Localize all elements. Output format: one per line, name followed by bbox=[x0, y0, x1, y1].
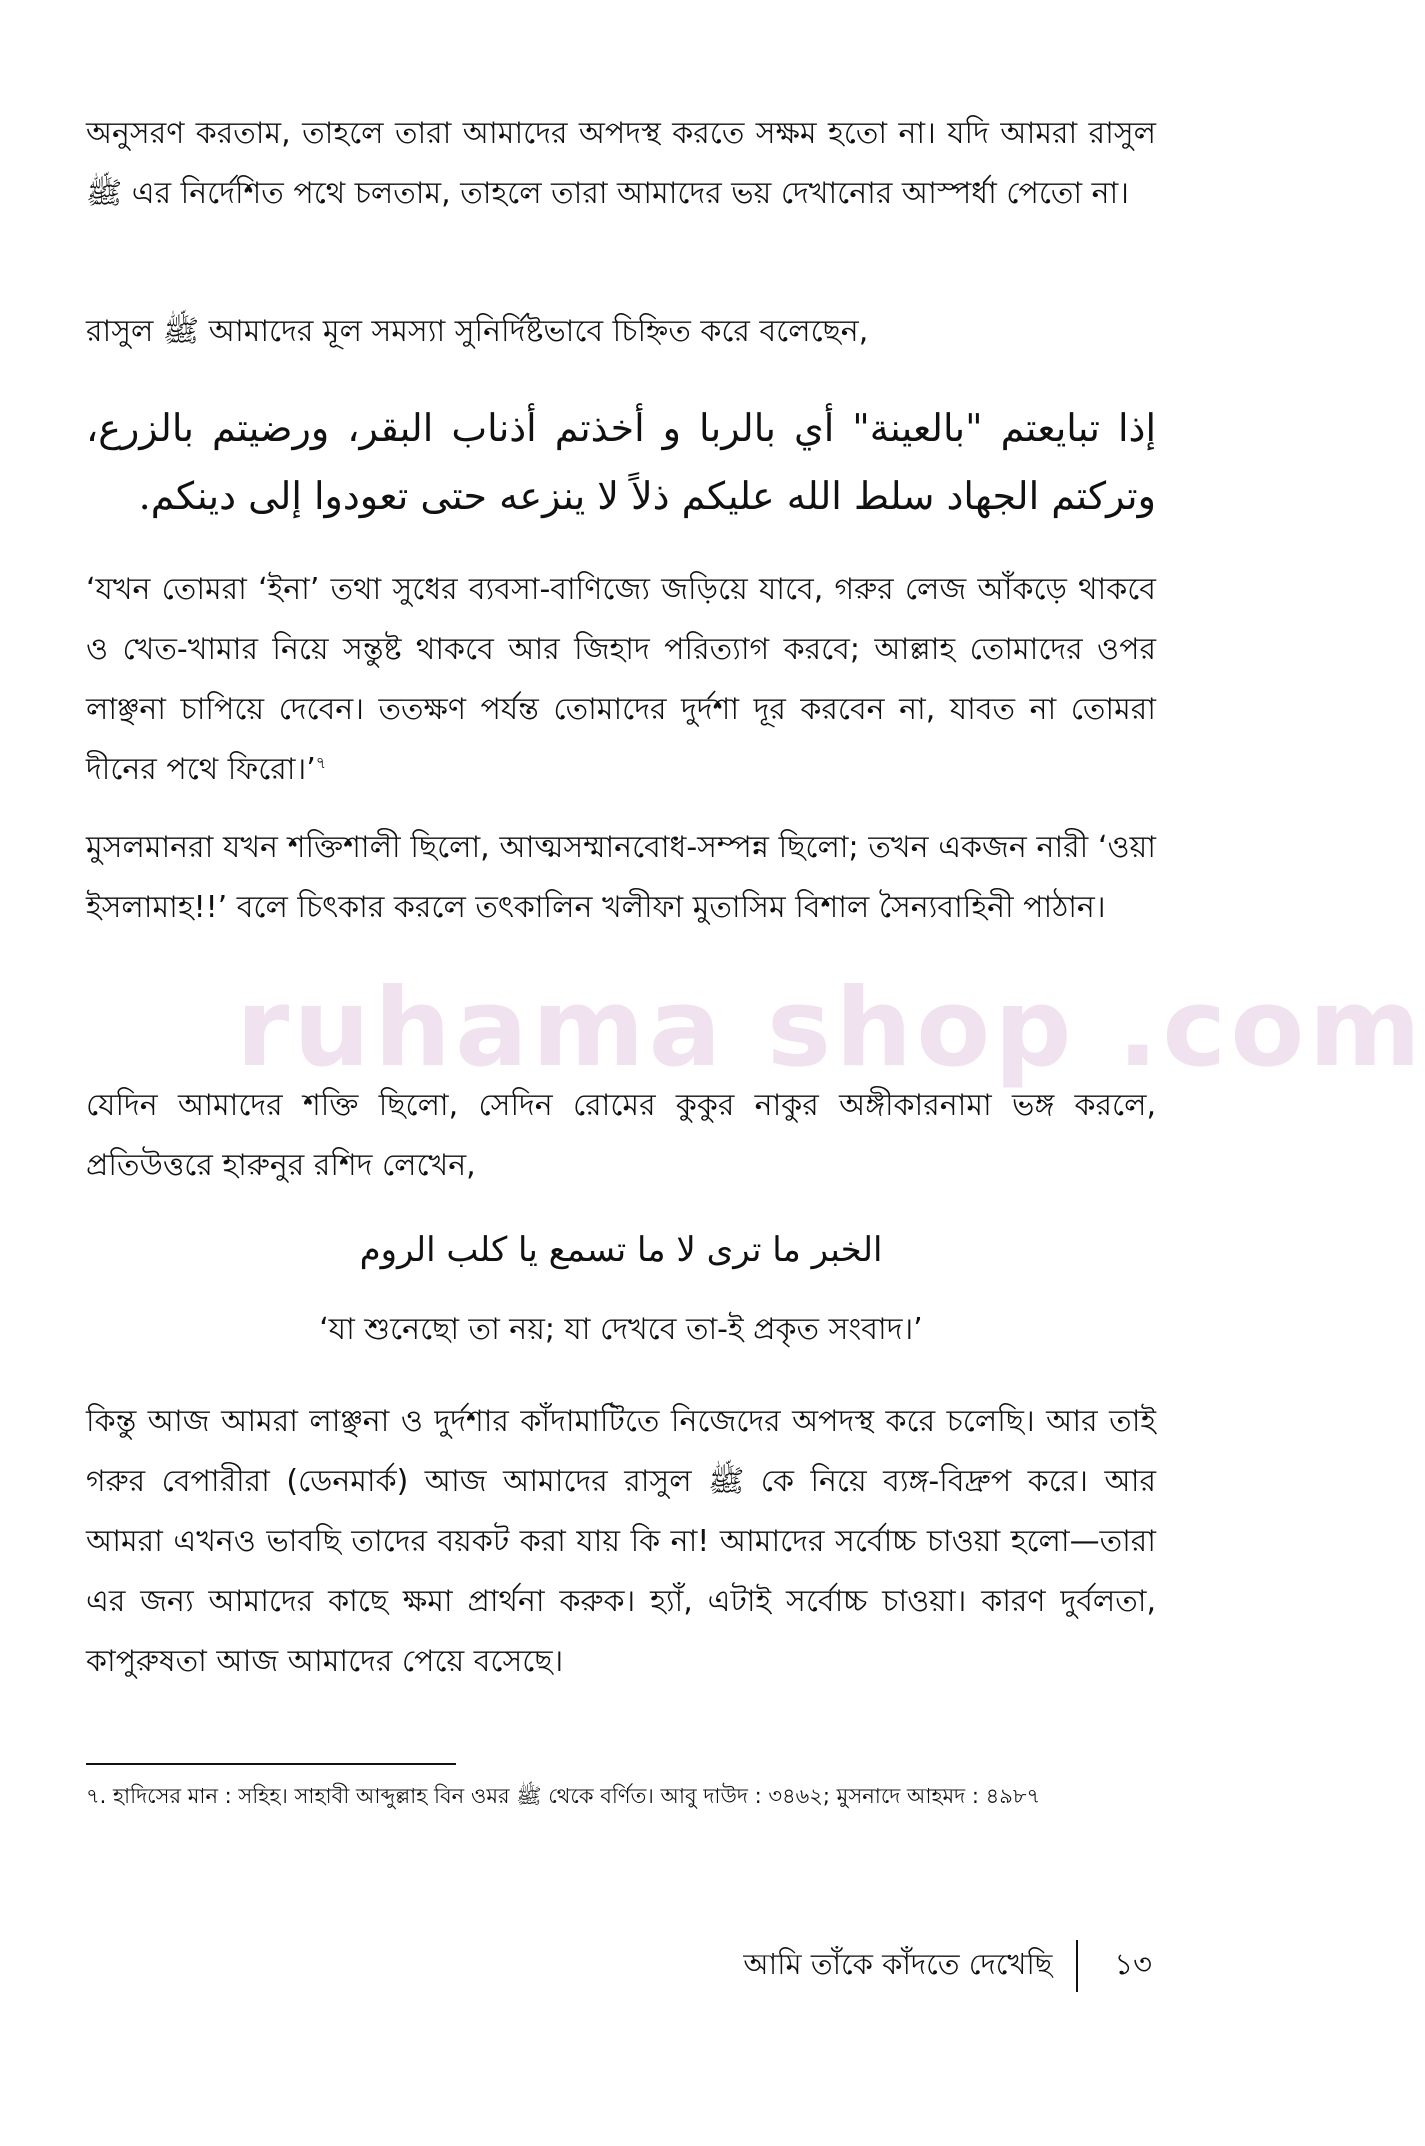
arabic-quote: الخبر ما ترى لا ما تسمع يا كلب الروم bbox=[359, 1230, 883, 1270]
book-page bbox=[86, 0, 1425, 2146]
footnote-reference[interactable]: ৭ bbox=[315, 753, 327, 772]
running-title: আমি তাঁকে কাঁদতে দেখেছি bbox=[743, 1946, 1053, 1981]
page-footer bbox=[743, 1940, 1156, 1992]
paragraph-5: যেদিন আমাদের শক্তি ছিলো, সেদিন রোমের কুকুর নাকুর অঙ্গীকারনামা ভঙ্গ করলে, প্রতিউত্তরে হারুনুর রশিদ লেখেন, bbox=[86, 1088, 1156, 1183]
paragraph-1: অনুসরণ করতাম, তাহলে তারা আমাদের অপদস্থ করতে সক্ষম হতো না। যদি আমরা রাসুল ﷺ এর নির্দেশিত পথে চলতাম, তাহলে তারা আমাদের ভয় দেখানোর আস্পর্ধা পেতো না। bbox=[86, 116, 1156, 211]
paragraph-3-text: ‘যখন তোমরা ‘ইনা’ তথা সুধের ব্যবসা-বাণিজ্যে জড়িয়ে যাবে, গরুর লেজ আঁকড়ে থাকবে ও খেত-খামার নিয়ে সন্তুষ্ট থাকবে আর জিহাদ পরিত্যাগ করবে; আল্লাহ তোমাদের ওপর লাঞ্ছনা চাপিয়ে দেবেন। ততক্ষণ পর্যন্ত তোমাদের দুর্দশা দূর করবেন না, যাবত না তোমরা দীনের পথে ফিরো।’ bbox=[86, 572, 1156, 787]
footnote: ৭. হাদিসের মান : সহিহ। সাহাবী আব্দুল্লাহ বিন ওমর ﷺ থেকে বর্ণিত। আবু দাউদ : ৩৪৬২; মুসনাদে আহমদ : ৪৯৮৭ bbox=[86, 1784, 1041, 1808]
quote-translation: ‘যা শুনেছো তা নয়; যা দেখবে তা-ই প্রকৃত সংবাদ।’ bbox=[319, 1312, 923, 1347]
paragraph-6: কিন্তু আজ আমরা লাঞ্ছনা ও দুর্দশার কাঁদামাটিতে নিজেদের অপদস্থ করে চলেছি। আর তাই গরুর বেপারীরা (ডেনমার্ক) আজ আমাদের রাসুল ﷺ কে নিয়ে ব্যঙ্গ-বিদ্রুপ করে। আর আমরা এখনও ভাবছি তাদের বয়কট করা যায় কি না! আমাদের সর্বোচ্চ চাওয়া হলো—তারা এর জন্য আমাদের কাছে ক্ষমা প্রার্থনা করুক। হ্যাঁ, এটাই সর্বোচ্চ চাওয়া। কারণ দুর্বলতা, কাপুরুষতা আজ আমাদের পেয়ে বসেছে। bbox=[86, 1404, 1157, 1679]
footnote-divider bbox=[86, 1763, 456, 1765]
paragraph-2: রাসুল ﷺ আমাদের মূল সমস্যা সুনির্দিষ্টভাবে চিহ্নিত করে বলেছেন, bbox=[86, 314, 869, 349]
paragraph-4: মুসলমানরা যখন শক্তিশালী ছিলো, আত্মসম্মানবোধ-সম্পন্ন ছিলো; তখন একজন নারী ‘ওয়া ইসলামাহ!!’ বলে চিৎকার করলে তৎকালিন খলীফা মুতাসিম বিশাল সৈন্যবাহিনী পাঠান। bbox=[86, 830, 1156, 925]
paragraph-3 bbox=[86, 560, 1156, 800]
watermark: ruhama shop .com bbox=[236, 966, 1425, 1091]
page-number: ১৩ bbox=[1114, 1946, 1152, 1981]
arabic-hadith: إذا تبايعتم "بالعينة" أي بالربا و أخذتم أذناب البقر، ورضيتم بالزرع، وتركتم الجهاد سلط الله عليكم ذلاً لا ينزعه حتى تعودوا إلى دينكم. bbox=[86, 406, 1156, 518]
